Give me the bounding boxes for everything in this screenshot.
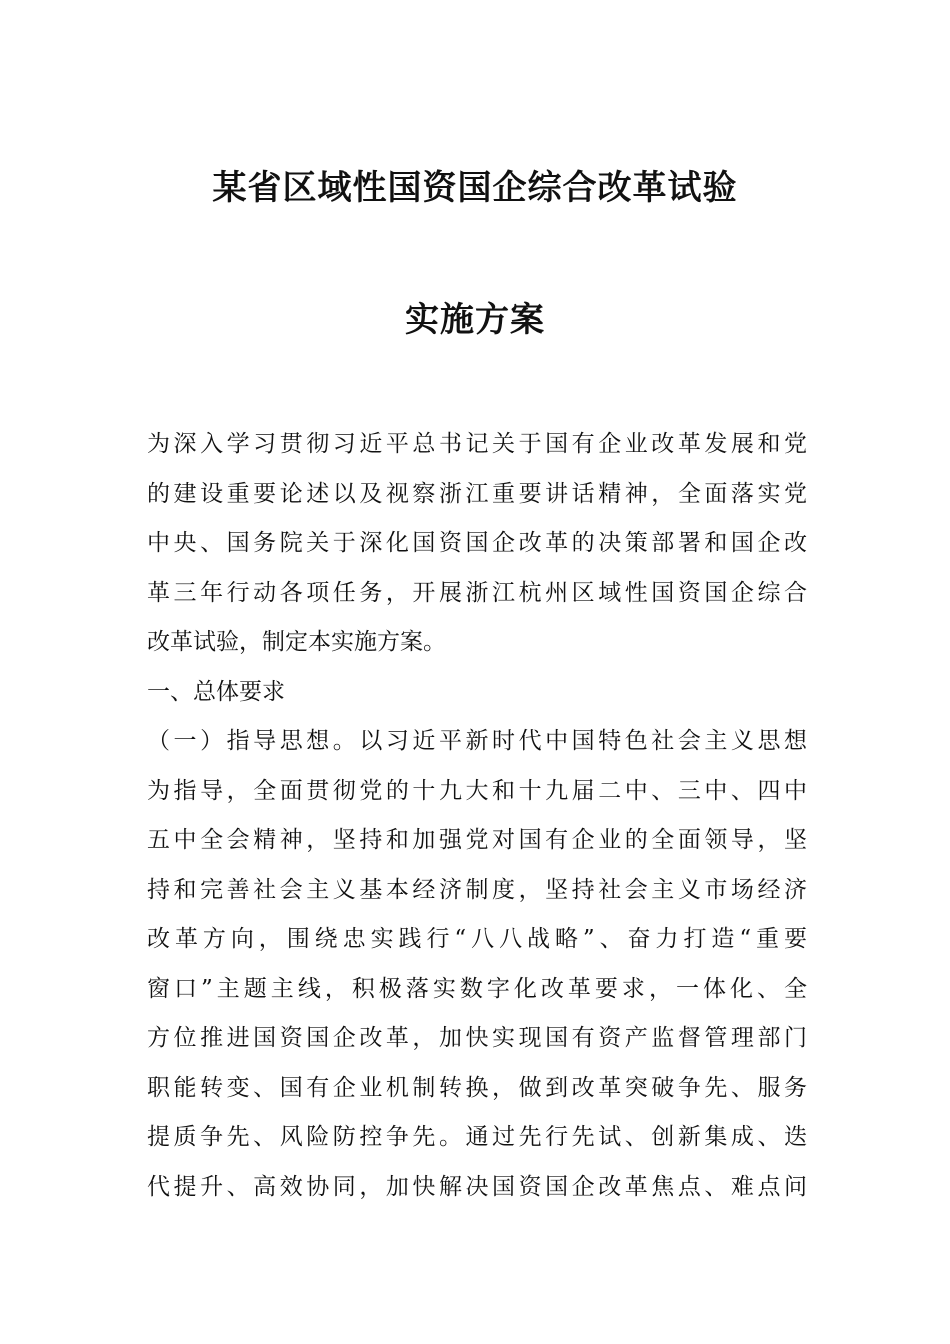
body-line: 为深入学习贯彻习近平总书记关于国有企业改革发展和党	[147, 431, 807, 457]
body-line: 为指导，全面贯彻党的十九大和十九届二中、三中、四中	[147, 777, 807, 804]
body-line: 五中全会精神，坚持和加强党对国有企业的全面领导，坚	[147, 827, 807, 853]
body-line: 提质争先、风险防控争先。通过先行先试、创新集成、迭	[147, 1124, 807, 1150]
body-line: 中央、国务院关于深化国资国企改革的决策部署和国企改	[147, 530, 807, 556]
body-line: 的建设重要论述以及视察浙江重要讲话精神，全面落实党	[147, 480, 807, 507]
body-line: 代提升、高效协同，加快解决国资国企改革焦点、难点问	[147, 1173, 807, 1200]
document-title-line-2: 实施方案	[405, 300, 545, 340]
body-line: 方位推进国资国企改革，加快实现国有资产监督管理部门	[147, 1025, 807, 1051]
body-line: 持和完善社会主义基本经济制度，坚持社会主义市场经济	[147, 876, 807, 903]
body-line: （一）指导思想。以习近平新时代中国特色社会主义思想	[147, 728, 807, 754]
section-heading: 一、总体要求	[147, 678, 285, 705]
body-line: 革三年行动各项任务，开展浙江杭州区域性国资国企综合	[147, 579, 807, 606]
body-line: 改革试验，制定本实施方案。	[147, 629, 446, 655]
document-title-line-1: 某省区域性国资国企综合改革试验	[212, 168, 738, 208]
body-line: 窗口”主题主线，积极落实数字化改革要求，一体化、全	[147, 975, 807, 1002]
body-line: 改革方向，围绕忠实践行“八八战略”、奋力打造“重要	[147, 926, 807, 952]
document-body	[147, 420, 807, 1212]
body-line: 职能转变、国有企业机制转换，做到改革突破争先、服务	[147, 1074, 807, 1101]
